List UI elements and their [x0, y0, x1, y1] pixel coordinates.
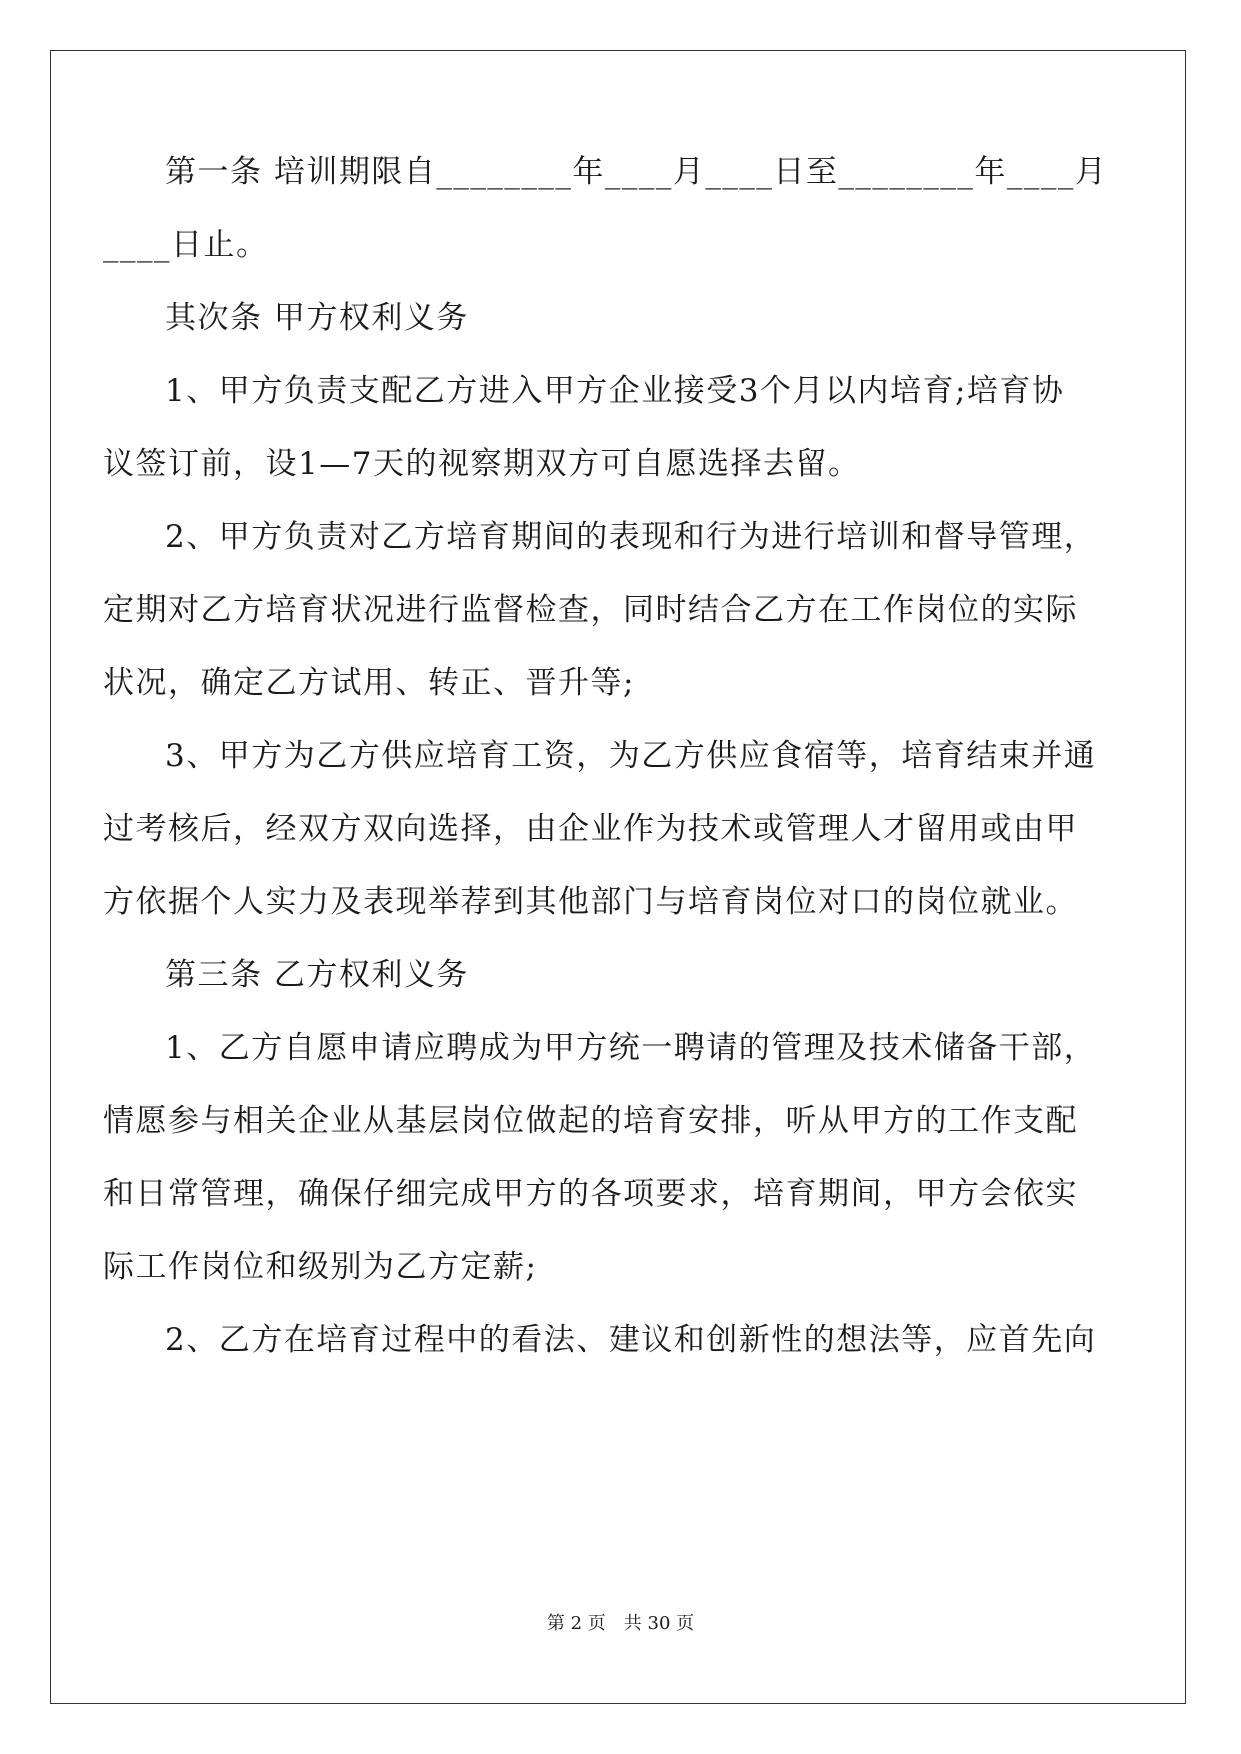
paragraph-line: 际工作岗位和级别为乙方定薪;	[103, 1249, 538, 1285]
paragraph-line: 1、乙方自愿申请应聘成为甲方统一聘请的管理及技术储备干部，	[165, 1030, 1097, 1066]
clause-2-heading: 其次条 甲方权利义务	[165, 300, 469, 336]
paragraph-line: 议签订前，设1—7天的视察期双方可自愿选择去留。	[103, 446, 861, 482]
paragraph-line: 2、甲方负责对乙方培育期间的表现和行为进行培训和督导管理，	[165, 519, 1097, 555]
paragraph-line: 状况，确定乙方试用、转正、晋升等;	[103, 665, 635, 701]
paragraph-line: 方依据个人实力及表现举荐到其他部门与培育岗位对口的岗位就业。	[103, 884, 1078, 920]
clause-3-heading: 第三条 乙方权利义务	[165, 957, 469, 993]
paragraph-line: 定期对乙方培育状况进行监督检查，同时结合乙方在工作岗位的实际	[103, 592, 1078, 628]
paragraph-line: 过考核后，经双方双向选择，由企业作为技术或管理人才留用或由甲	[103, 811, 1078, 847]
paragraph-line: 2、乙方在培育过程中的看法、建议和创新性的想法等，应首先向	[165, 1322, 1097, 1358]
clause-1-line-2: ____日止。	[103, 227, 269, 263]
paragraph-line: 和日常管理，确保仔细完成甲方的各项要求，培育期间，甲方会依实	[103, 1176, 1078, 1212]
page-number-footer: 第 2 页 共 30 页	[546, 1613, 695, 1634]
clause-1-line-1: 第一条 培训期限自________年____月____日至________年____月	[165, 154, 1108, 190]
paragraph-line: 3、甲方为乙方供应培育工资，为乙方供应食宿等，培育结束并通	[165, 738, 1097, 774]
paragraph-line: 1、甲方负责支配乙方进入甲方企业接受3个月以内培育;培育协	[165, 373, 1065, 409]
paragraph-line: 情愿参与相关企业从基层岗位做起的培育安排，听从甲方的工作支配	[103, 1103, 1078, 1139]
